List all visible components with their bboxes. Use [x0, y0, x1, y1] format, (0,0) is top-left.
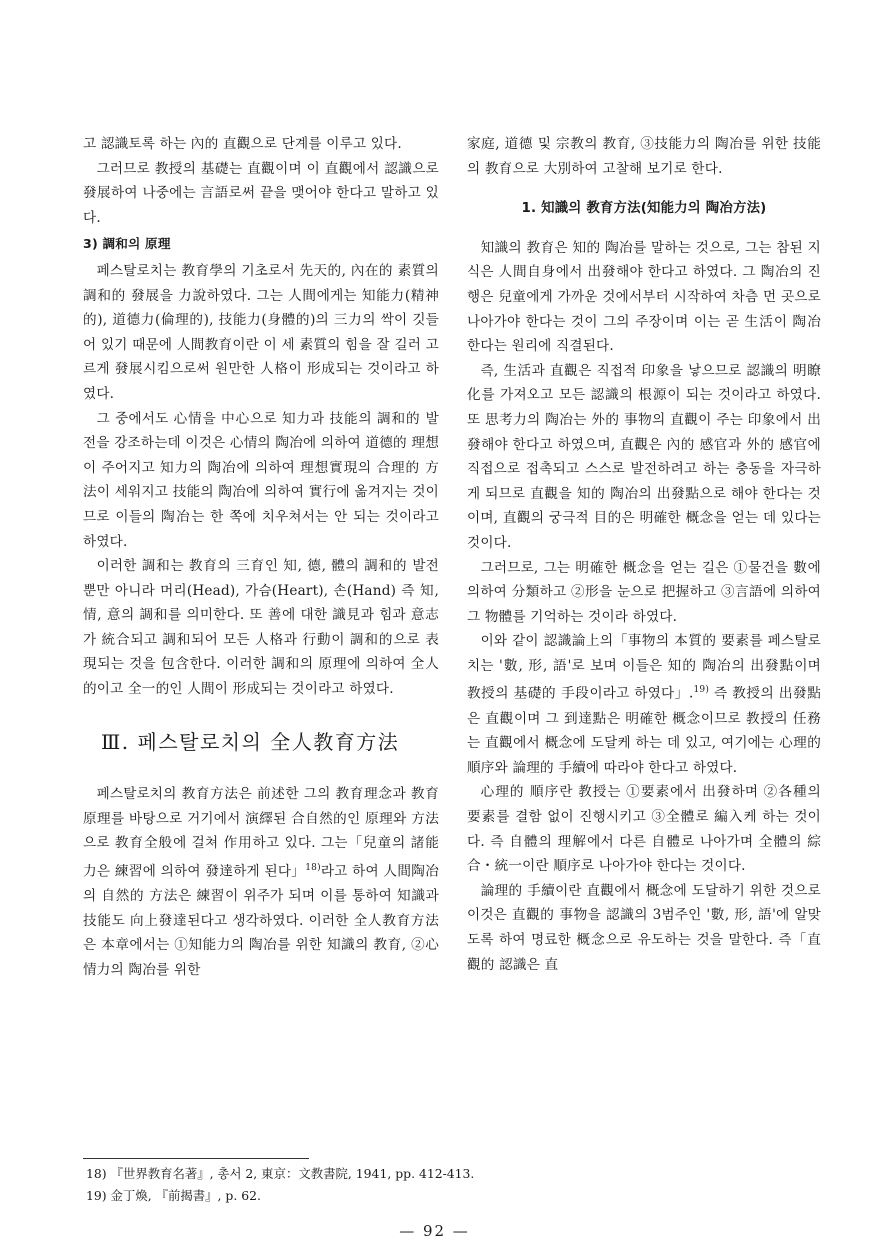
footnote-ref: 19): [693, 685, 710, 696]
footnote-19: 19) 金丁煥, 『前揭書』, p. 62.: [86, 1188, 261, 1203]
paragraph: 그 중에서도 心情을 中心으로 知力과 技能의 調和的 발전을 강조하는데 이것은 心情의 陶冶에 의하여 道德的 理想이 주어지고 知力의 陶冶에 의하여 理想實現의 合理的 方法이 세워지고 技能의 陶冶에 의하여 實行에 옮겨지는 것이므로 이들의 陶冶는 한 쪽에 치우쳐서는 안 되는 것이라고 하였다.: [83, 410, 439, 550]
right-column: [467, 132, 821, 977]
paragraph-text: 이와 같이 認識論上의「事物의 本質的 要素를 페스탈로치는 '數, 形, 語'로 보며 이들은 知的 陶冶의 出發點이며 教授의 基礎的 手段이라고 하였다」.: [467, 633, 821, 702]
paragraph-text: 즉 教授의 出發點은 直觀이며 그 到達點은 明確한 概念이므로 教授의 任務는 直觀에서 概念에 도달케 하는 데 있고, 여기에는 心理的 順序와 論理的 手續에 따라야 한다고 하였다.: [467, 686, 821, 776]
footnote-18: 18) 『世界教育名著』, 총서 2, 東京：文教書院, 1941, pp. 412-413.: [86, 1166, 475, 1181]
paragraph: 페스탈로치는 教育學의 기초로서 先天的, 內在的 素質의 調和的 發展을 力說하였다. 그는 人間에게는 知能力(精神的), 道德力(倫理的), 技能力(身體的)의 三力의 싹이 깃들어 있기 때문에 人間教育이란 이 세 素質의 힘을 잘 길러 고르게 發展시킴으로써 원만한 人格이 形成되는 것이라고 하였다.: [83, 262, 439, 402]
paragraph: 家庭, 道德 및 宗教의 教育, ③技能力의 陶冶를 위한 技能의 教育으로 大別하여 고찰해 보기로 한다.: [467, 136, 821, 177]
paragraph-text: 라고 하여 人間陶冶의 自然的 方法은 練習이 위주가 되며 이를 통하여 知識과 技能도 向上發達된다고 생각하였다. 이러한 全人教育方法은 本章에서는 ①知能力의 陶冶를 위한 知識의 教育, ②心情力의 陶冶를 위한: [83, 863, 439, 978]
chapter-heading: Ⅲ. 페스탈로치의 全人教育方法: [101, 729, 400, 754]
page-number: — 92 —: [399, 1222, 470, 1240]
paragraph: 즉, 生活과 直觀은 직접적 印象을 낳으므로 認識의 明瞭化를 가져오고 모든 認識의 根源이 되는 것이라고 하였다. 또 思考力의 陶冶는 外的 事物의 直觀이 주는 印象에서 出發해야 한다고 하였으며, 直觀은 內的 感官과 外的 感官에 직접으로 접촉되고 스스로 발전하려고 하는 충동을 자극하게 되므로 直觀을 知的 陶冶의 出發點으로 해야 한다는 것이며, 直觀의 궁극적 目的은 明確한 概念을 얻는 데 있다는 것이다.: [467, 362, 821, 551]
footnote-ref: 18): [305, 863, 321, 874]
paragraph: [467, 629, 821, 780]
paragraph-text: 페스탈로치의 教育方法은 前述한 그의 教育理念과 教育原理를 바탕으로 거기에서 演繹된 合自然的인 原理와 方法으로 教育全般에 걸쳐 作用하고 있다. 그는「兒童의 諸能力은 練習에 의하여 發達하게 된다」: [83, 786, 439, 880]
paragraph: 이러한 調和는 教育의 三育인 知, 德, 體의 調和的 발전뿐만 아니라 머리(Head), 가슴(Heart), 손(Hand) 즉 知, 情, 意의 調和를 의미한다. 또 善에 대한 識見과 힘과 意志가 統合되고 調和되어 모든 人格과 行動이 調和的으로 表現되는 것을 包含한다. 이러한 調和의 原理에 의하여 全人的이고 全一的인 人間이 形成되는 것이라고 하였다.: [83, 558, 439, 698]
paragraph: 心理的 順序란 教授는 ①要素에서 出發하며 ②各種의 要素를 결함 없이 진행시키고 ③全體로 編入케 하는 것이다. 즉 自體의 理解에서 다른 自體로 나아가며 全體의 綜合・統一이란 順序로 나아가야 한다는 것이다.: [467, 784, 821, 875]
footnote-divider: [83, 1158, 309, 1159]
paragraph: 그러므로 教授의 基礎는 直觀이며 이 直觀에서 認識으로 發展하여 나중에는 言語로써 끝을 맺어야 한다고 말하고 있다.: [83, 160, 439, 226]
left-column: [83, 132, 439, 983]
paragraph: 知識의 教育은 知的 陶冶를 말하는 것으로, 그는 참된 지식은 人間自身에서 出發해야 한다고 하였다. 그 陶冶의 진행은 兒童에게 가까운 것에서부터 시작하여 차츰 먼 곳으로 나아가야 한다는 것이 그의 주장이며 이는 곧 生活이 陶冶한다는 원리에 직결된다.: [467, 239, 821, 355]
section-heading: 1. 知識의 教育方法(知能力의 陶冶方法): [521, 201, 767, 217]
paragraph: 고 認識토록 하는 內的 直觀으로 단계를 이루고 있다.: [83, 136, 402, 152]
paragraph: 그러므로, 그는 明確한 概念을 얻는 길은 ①물건을 數에 의하여 分類하고 ②形을 눈으로 把握하고 ③言語에 의하여 그 物體를 기억하는 것이라 하였다.: [467, 559, 821, 625]
paragraph: 論理的 手續이란 直觀에서 概念에 도달하기 위한 것으로 이것은 直觀的 事物을 認識의 3범주인 '數, 形, 語'에 알맞도록 하여 명료한 概念으로 유도하는 것을 말한다. 즉「直觀的 認識은 直: [467, 882, 821, 973]
paragraph: [83, 782, 439, 982]
subsection-heading: 3) 調和의 原理: [83, 236, 171, 252]
